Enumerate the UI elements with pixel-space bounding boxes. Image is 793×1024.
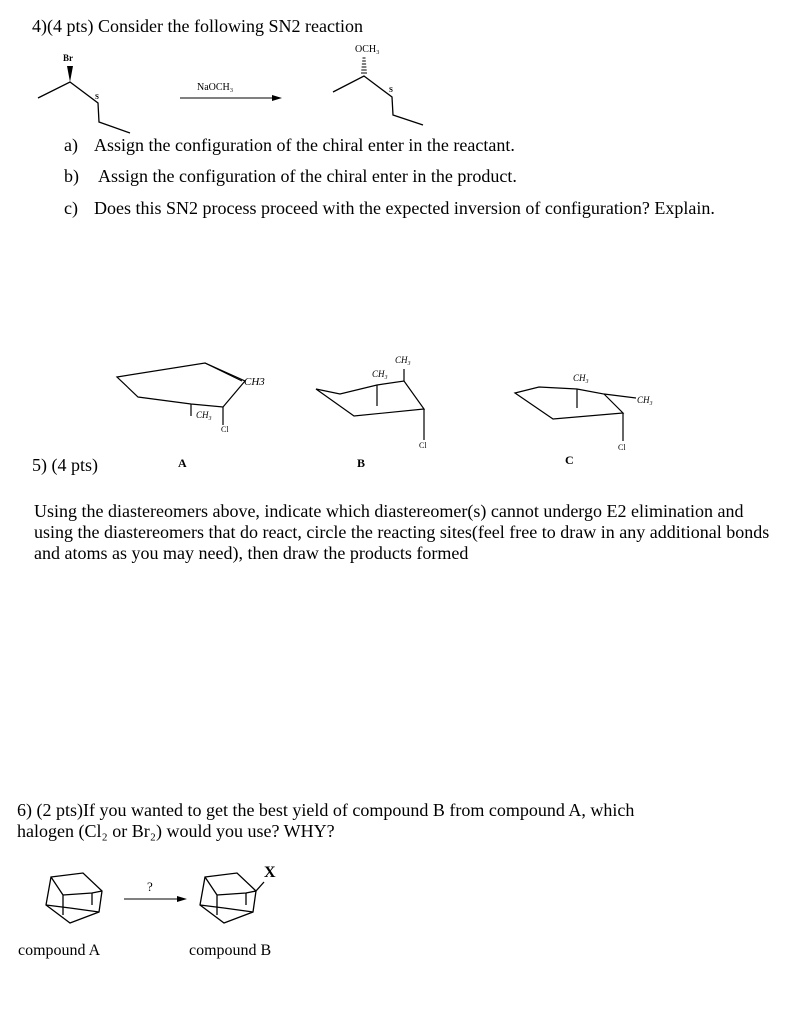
- q4-part-a-letter: a): [64, 135, 78, 155]
- chair-a-ch3-bottom: CH₃: [196, 410, 212, 420]
- reactant-s-label: S: [95, 93, 99, 101]
- q6-arrow-head: [177, 896, 187, 902]
- chair-b-label: B: [357, 456, 366, 470]
- chair-a-label: A: [178, 456, 187, 470]
- chair-c-ch3-inner: CH₃: [573, 373, 589, 383]
- q5-title: 5) (4 pts): [32, 455, 98, 475]
- reagent-label: NaOCH₃: [197, 82, 234, 93]
- chair-c-label: C: [565, 453, 574, 467]
- q4-part-b-letter: b): [64, 166, 79, 186]
- q4-title: 4)(4 pts) Consider the following SN2 reaction: [32, 16, 363, 36]
- q4-part-c-letter: c): [64, 198, 78, 218]
- reactant-br-label: Br: [63, 53, 73, 63]
- q6-arrow-label: ?: [147, 879, 153, 894]
- adamantane-b: [200, 873, 264, 923]
- chair-a-cl: Cl: [221, 425, 229, 434]
- chair-c-cl: Cl: [618, 443, 626, 452]
- chair-a-ch3-top: CH3: [244, 376, 265, 388]
- chair-b-cl: Cl: [419, 441, 427, 450]
- compound-a-caption: compound A: [18, 942, 101, 959]
- q6-line2: halogen (Cl₂ or Br₂) would you use? WHY?: [17, 821, 335, 841]
- q6-line1: 6) (2 pts)If you wanted to get the best yield of compound B from compound A, which: [17, 800, 635, 820]
- compound-b-caption: compound B: [189, 942, 272, 959]
- chair-b-ch3-top: CH₃: [395, 355, 411, 365]
- adamantane-a: [46, 873, 102, 923]
- q6-x-substituent: X: [264, 864, 276, 881]
- chair-c-ch3-side: CH₃: [637, 395, 653, 405]
- q4-part-c-text: Does this SN2 process proceed with the expected inversion of configuration? Explain.: [94, 198, 715, 218]
- product-s-label: S: [389, 86, 393, 94]
- q5-body: Using the diastereomers above, indicate which diastereomer(s) cannot undergo E2 elimination and using the diastereomers that do react, circle the reacting sites(feel free to draw in any additional bonds and atoms as you may need), then draw the products formed: [34, 501, 770, 563]
- product-och3-label: OCH₃: [355, 44, 380, 55]
- chair-b-ch3-inner: CH₃: [372, 369, 388, 379]
- q4-part-b-text: Assign the configuration of the chiral enter in the product.: [98, 166, 517, 186]
- q4-part-a-text: Assign the configuration of the chiral enter in the reactant.: [94, 135, 515, 155]
